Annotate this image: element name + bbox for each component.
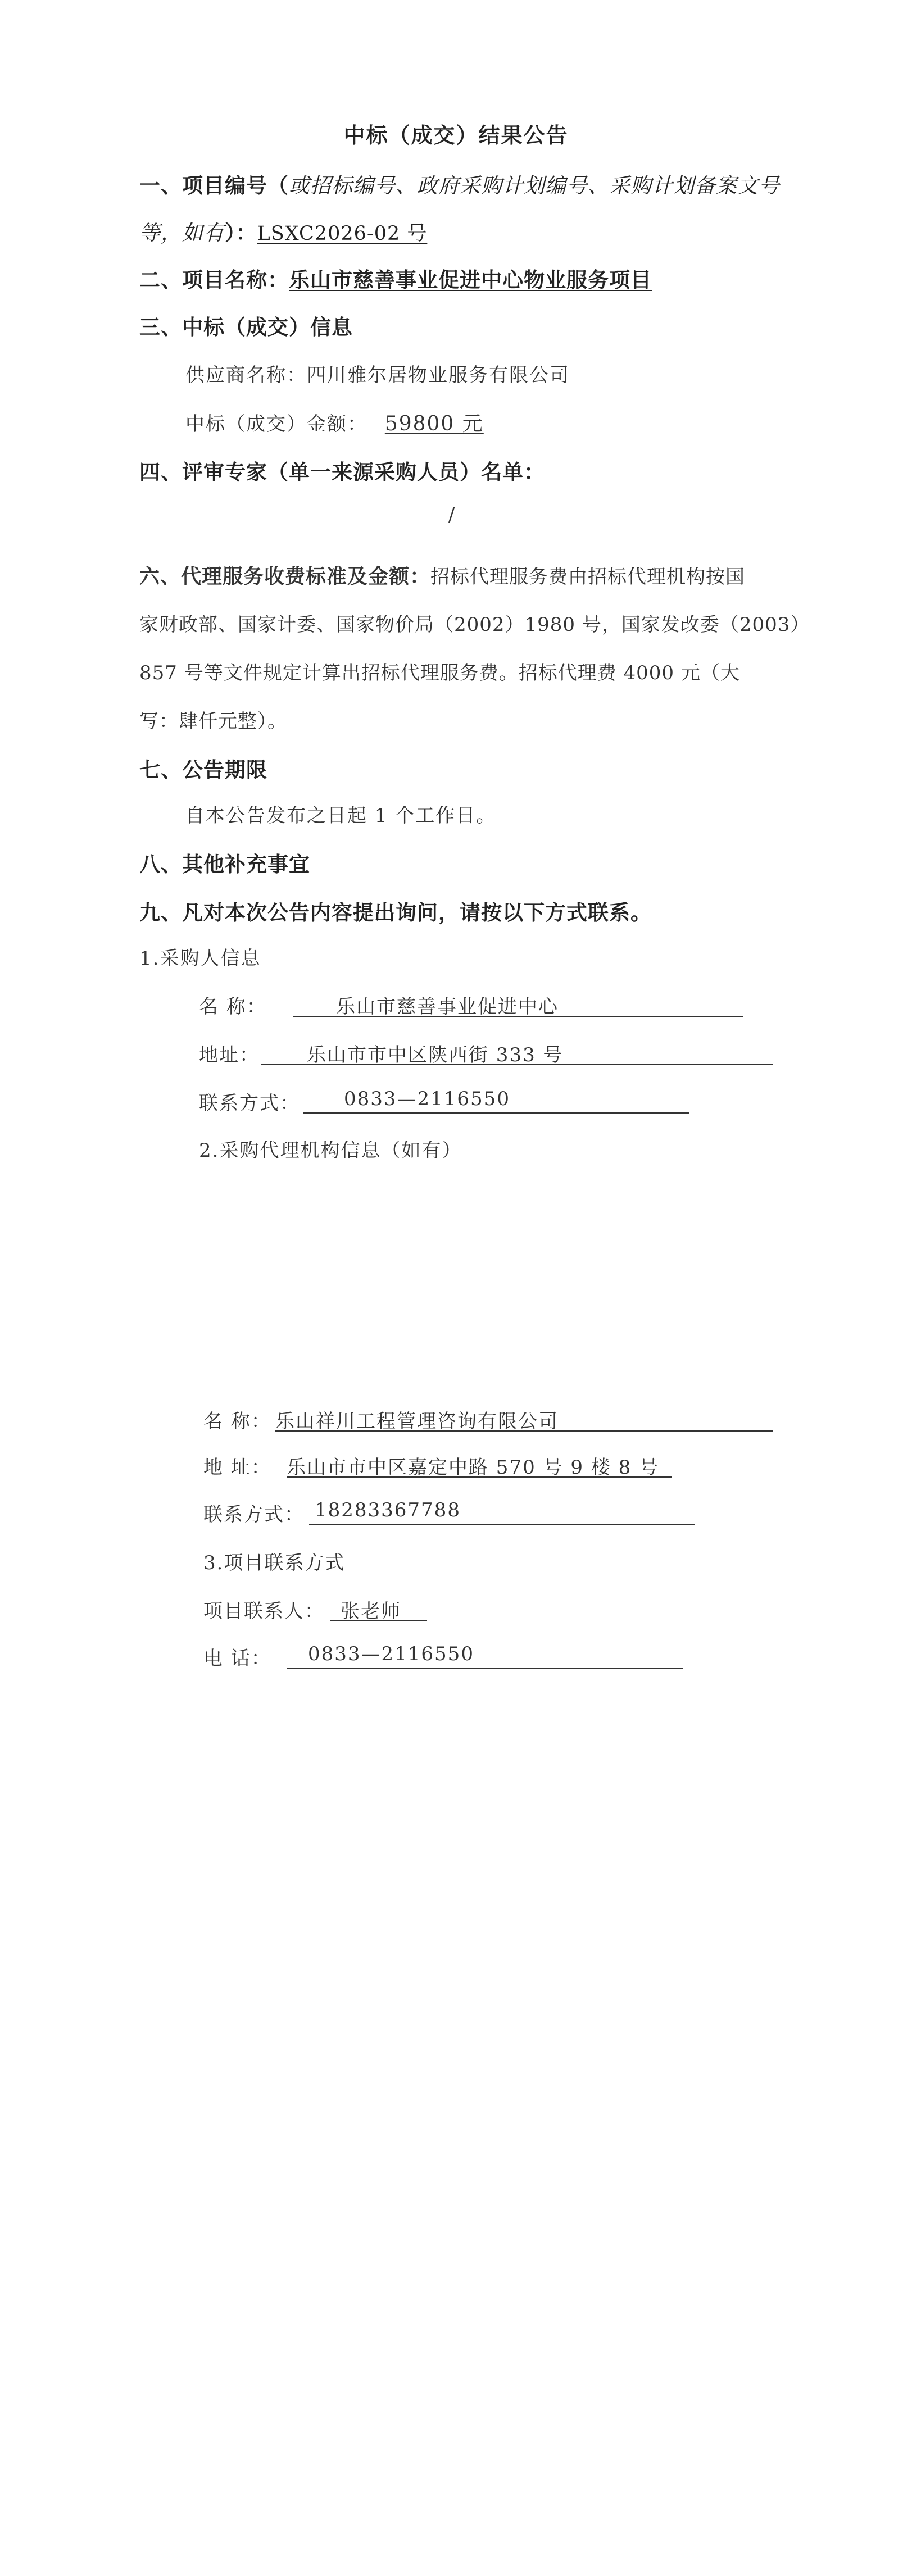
purchaser-contact-label: 联系方式： [199,1092,300,1115]
page-title: 中标（成交）结果公告 [343,123,569,148]
agency-fee-line1 [139,561,745,589]
project-contact-person-underline [330,1620,427,1621]
project-number-value: LSXC2026-02 号 [257,222,428,245]
project-contact-phone-value: 0833—2116550 [308,1643,474,1665]
agency-name-label: 名 称： [203,1410,271,1433]
project-number-prefix: 一、项目编号（ [139,174,289,198]
purchaser-name-underline [293,1016,743,1017]
project-contact-person-label: 项目联系人： [203,1600,325,1623]
purchaser-address-value: 乐山市市中区陕西街 333 号 [307,1044,564,1066]
agency-address-label: 地 址： [203,1456,271,1479]
project-number-line2 [139,216,427,246]
inquiry-heading: 九、凡对本次公告内容提出询问，请按以下方式联系。 [139,901,652,925]
purchaser-contact-value: 0833—2116550 [344,1088,510,1110]
notice-period-heading: 七、公告期限 [139,758,267,782]
project-name-line [139,263,652,293]
agency-address-underline [287,1476,672,1478]
purchaser-address-label: 地址： [199,1044,260,1066]
agency-contact-value: 18283367788 [315,1499,461,1521]
agency-fee-text-4: 写：肆仟元整）。 [139,710,287,733]
notice-period-text: 自本公告发布之日起 1 个工作日。 [185,805,497,827]
award-info-heading: 三、中标（成交）信息 [139,315,353,339]
purchaser-name-label: 名 称： [199,996,267,1018]
agency-heading: 2.采购代理机构信息（如有） [199,1139,462,1162]
award-amount-label: 中标（成交）金额： [185,413,367,435]
agency-address-value: 乐山市市中区嘉定中路 570 号 9 楼 8 号 [287,1456,660,1479]
project-contact-person-value: 张老师 [341,1600,401,1623]
project-name-label: 二、项目名称： [139,268,289,292]
agency-fee-text-3: 857 号等文件规定计算出招标代理服务费。招标代理费 4000 元（大 [139,662,740,684]
project-name-value: 乐山市慈善事业促进中心物业服务项目 [289,268,652,292]
agency-contact-label: 联系方式： [203,1503,305,1526]
purchaser-name-value: 乐山市慈善事业促进中心 [336,996,559,1018]
agency-name-value: 乐山祥川工程管理咨询有限公司 [275,1410,559,1433]
purchaser-contact-underline [303,1112,689,1114]
agency-fee-text-2: 家财政部、国家计委、国家物价局（2002）1980 号，国家发改委（2003） [139,614,810,636]
award-amount-value: 59800 元 [384,412,484,435]
agency-name-underline [275,1430,773,1432]
project-number-italic-2: 等，如有 [139,221,225,245]
project-contact-phone-underline [287,1668,683,1669]
purchaser-address-underline [261,1064,773,1065]
agency-contact-underline [309,1524,695,1525]
expert-list-heading: 四、评审专家（单一来源采购人员）名单： [139,460,545,484]
expert-list-value: / [448,503,456,526]
agency-fee-heading: 六、代理服务收费标准及金额： [139,565,431,588]
supplementary-heading: 八、其他补充事宜 [139,852,310,876]
project-number-italic-1: 或招标编号、政府采购计划编号、采购计划备案文号 [289,174,780,198]
supplier-name: 供应商名称：四川雅尔居物业服务有限公司 [185,364,570,387]
project-number-line1 [139,169,780,199]
agency-fee-text-1: 招标代理服务费由招标代理机构按国 [430,566,746,588]
purchaser-heading: 1.采购人信息 [139,947,261,970]
project-contact-phone-label: 电 话： [203,1647,271,1670]
project-number-mid: ）： [225,221,257,245]
award-amount-line [185,408,484,437]
project-contact-heading: 3.项目联系方式 [203,1552,346,1574]
